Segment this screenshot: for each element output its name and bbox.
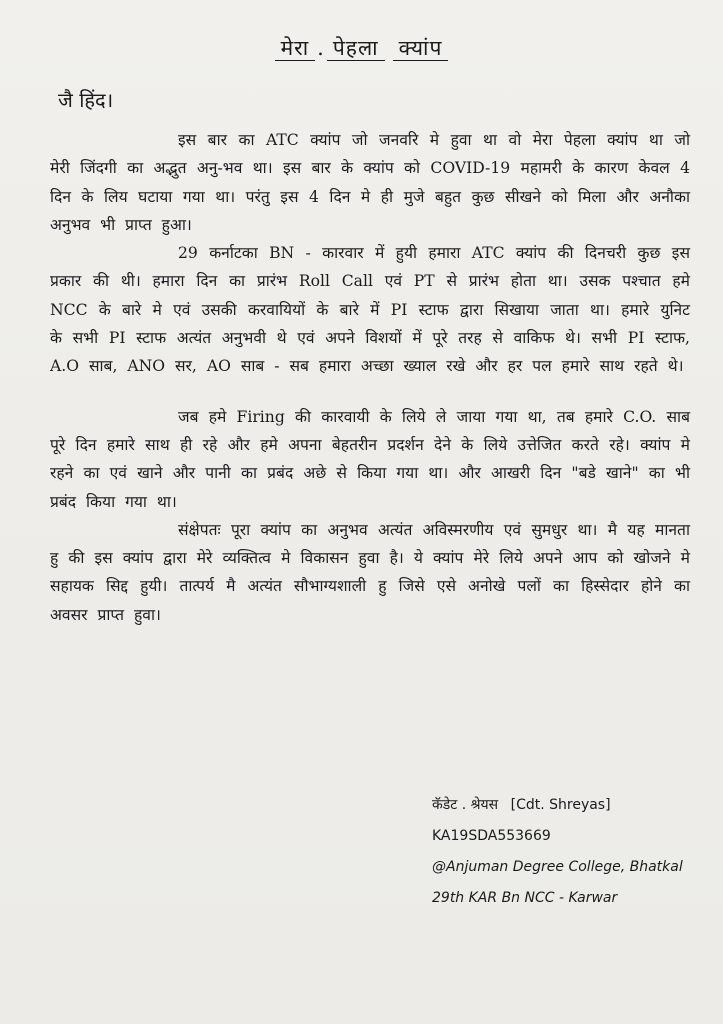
- signature-name-english: [Cdt. Shreyas]: [510, 797, 611, 813]
- signature-block: [432, 790, 712, 914]
- signature-name-line: [432, 790, 712, 821]
- ncc-unit: 29th KAR Bn NCC - Karwar: [432, 890, 618, 906]
- paragraph-routine: 29 कर्नाटका BN - कारवार में हुयी हमारा ATC क्यांप की दिनचरी कुछ इस प्रकार की थी। हमारा दिन का प्रारंभ Roll Call एवं PT से प्रारंभ होता था। उसक पश्चात हमे NCC के बारे मे एवं उसकी करवायियों के बारे में PI स्टाफ द्वारा सिखाया जाता था। हमारे युनिट के सभी PI स्टाफ अत्यंत अनुभवी थे एवं अपने विशयों में पूरे तरह से वाकिफ थे। सभी PI स्टाफ, A.O साब, ANO सर, AO साब - सब हमारा अच्छा ख्याल रखे और हर पल हमारे साथ रहते थे।: [50, 244, 690, 376]
- salutation: जै हिंद।: [58, 88, 114, 112]
- paragraph-firing: जब हमे Firing की कारवायी के लिये ले जाया गया था, तब हमारे C.O. साब पूरे दिन हमारे साथ ही रहे और हमे अपना बेहतरीन प्रदर्शन देने के लिये उत्तेजित करते रहे। क्यांप मे रहने का एवं खाने और पानी का प्रबंद अछे से किया गया था। और आखरी दिन "बडे खाने" का भी प्रबंद किया गया था।: [50, 407, 690, 511]
- title-word-2: पेहला: [327, 36, 385, 61]
- paragraph-conclusion: संक्षेपतः पूरा क्यांप का अनुभव अत्यंत अविस्मरणीय एवं सुमधुर था। मै यह मानता हु की इस क्यांप द्वारा मेरे व्यक्तित्व मे विकासन हुवा है। ये क्यांप मेरे लिये अपने आप को खोजने मे सहायक सिद्द हुयी। तात्पर्य मै अत्यंत सौभाग्यशाली हु जिसे एसे अनोखे पलों का हिस्सेदार होने का अवसर प्राप्त हुवा।: [50, 520, 690, 624]
- letter-title: [0, 36, 723, 61]
- paragraph-gap: [50, 381, 690, 403]
- college-name: @Anjuman Degree College, Bhatkal: [432, 859, 683, 875]
- letter-body: [50, 126, 690, 629]
- title-word-1: मेरा: [275, 36, 316, 61]
- title-word-3: क्यांप: [393, 36, 449, 61]
- paragraph-intro: इस बार का ATC क्यांप जो जनवरि मे हुवा था वो मेरा पेहला क्यांप था जो मेरी जिंदगी का अद्भुत अनु-भव था। इस बार के क्यांप को COVID-19 महामरी के कारण केवल 4 दिन के लिय घटाया गया था। परंतु इस 4 दिन मे ही मुजे बहुत कुछ सीखने को मिला और अनौका अनुभव भी प्राप्त हुआ।: [50, 131, 690, 234]
- title-dot: .: [317, 36, 325, 60]
- regimental-number: KA19SDA553669: [432, 828, 551, 844]
- signature-name-hindi: कॅडेट . श्रेयस: [432, 797, 499, 813]
